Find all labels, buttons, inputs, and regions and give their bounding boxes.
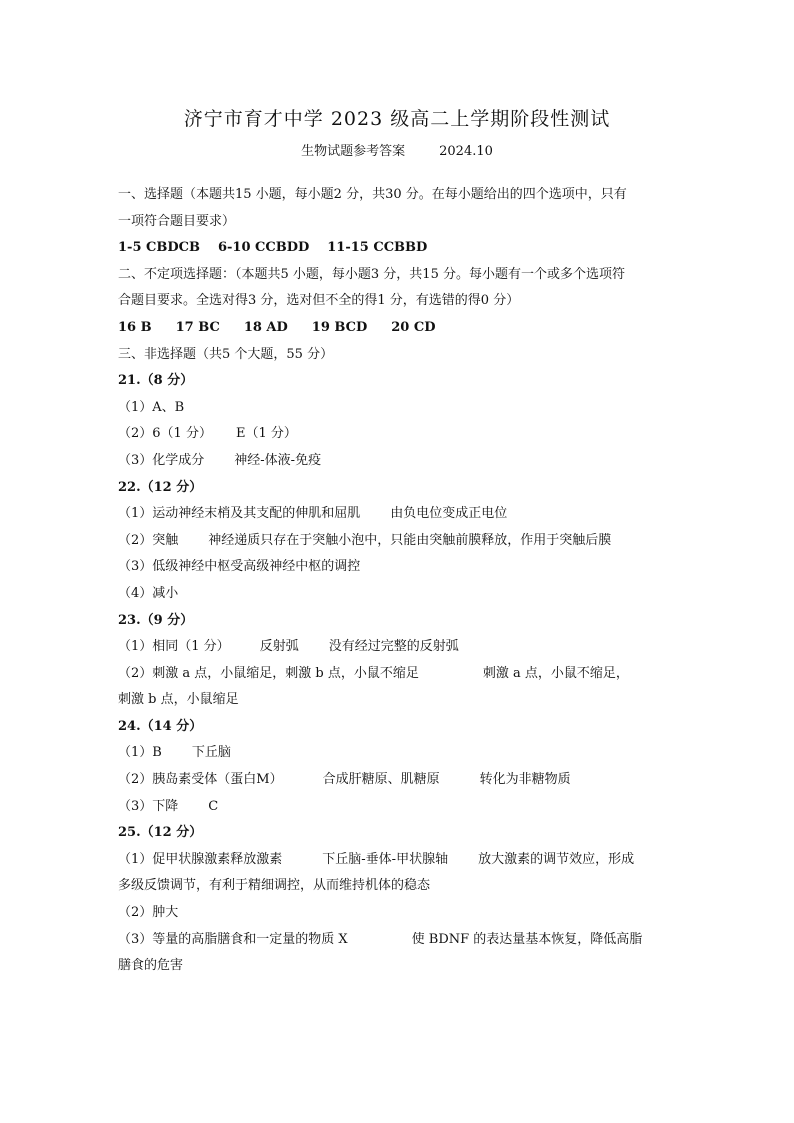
q23-answer-2-cont: 刺激 b 点，小鼠缩足 (118, 692, 239, 708)
section2-heading-line1: 二、不定项选择题：（本题共5 小题，每小题3 分，共15 分。每小题有一个或多个选项符 (118, 266, 625, 282)
q22-answer-1b: 由负电位变成正电位 (390, 506, 508, 522)
q25-answer-1b: 下丘脑-垂体-甲状腺轴 (322, 851, 449, 867)
answer-group: 11-15 CCBBD (327, 240, 428, 256)
question-24-title: 24.（14 分） (118, 718, 203, 734)
q25-answer-3-cont: 膳食的危害 (118, 958, 184, 974)
q25-answer-1 (118, 847, 688, 874)
answer-item: 20 CD (391, 319, 436, 335)
q25-answer-3 (118, 927, 688, 954)
q24-answer-3a: （3）下降 (118, 798, 179, 814)
answer-item: 17 BC (175, 319, 220, 335)
page-title: 济宁市育才中学 2023 级高二上学期阶段性测试 (183, 108, 611, 130)
q22-answer-3: （3）低级神经中枢受高级神经中枢的调控 (118, 559, 361, 575)
section2-answers (118, 315, 688, 342)
answer-body (118, 182, 688, 980)
question-21-title: 21.（8 分） (118, 373, 194, 389)
q24-answer-3b: C (208, 798, 219, 814)
answer-item: 18 AD (243, 319, 288, 335)
q21-answer-2a: （2）6（1 分） (118, 426, 212, 442)
q24-answer-1a: （1）B (118, 745, 162, 761)
section2-heading-line2: 合题目要求。全选对得3 分，选对但不全的得1 分，有选错的得0 分） (118, 293, 520, 309)
q23-answer-1 (118, 634, 688, 661)
question-23-title: 23.（9 分） (118, 612, 194, 628)
q24-answer-2b: 合成肝糖原、肌糖原 (322, 772, 440, 788)
q21-answer-3a: （3）化学成分 (118, 452, 205, 468)
q23-answer-2 (118, 661, 688, 688)
q21-answer-3b: 神经-体液-免疫 (234, 452, 322, 468)
subtitle-date: 2024.10 (439, 144, 493, 159)
q21-answer-1: （1）A、B (118, 399, 185, 415)
question-22-title: 22.（12 分） (118, 479, 203, 495)
q25-answer-2: （2）肿大 (118, 905, 179, 921)
page-subtitle (0, 140, 794, 159)
q21-answer-2 (118, 421, 688, 448)
q22-answer-2a: （2）突触 (118, 532, 179, 548)
section1-heading-line2: 一项符合题目要求） (118, 213, 236, 229)
q23-answer-2b: 刺激 a 点，小鼠不缩足， (482, 665, 629, 681)
q21-answer-3 (118, 448, 688, 475)
q22-answer-1 (118, 501, 688, 528)
q24-answer-1b: 下丘脑 (191, 745, 231, 761)
q24-answer-2c: 转化为非糖物质 (479, 772, 571, 788)
q25-answer-3b: 使 BDNF 的表达量基本恢复，降低高脂 (411, 931, 643, 947)
q25-answer-1c: 放大激素的调节效应，形成 (478, 851, 635, 867)
section3-heading: 三、非选择题（共5 个大题，55 分） (118, 346, 334, 362)
subtitle-text: 生物试题参考答案 (301, 144, 406, 159)
q25-answer-3a: （3）等量的高脂膳食和一定量的物质 X (118, 931, 348, 947)
q24-answer-3 (118, 794, 688, 821)
q25-answer-1-cont: 多级反馈调节，有利于精细调控，从而维持机体的稳态 (118, 878, 431, 894)
section1-answers (118, 235, 688, 262)
answer-group: 1-5 CBDCB (118, 240, 200, 256)
q21-answer-2b: E（1 分） (235, 426, 297, 442)
q22-answer-1a: （1）运动神经末梢及其支配的伸肌和屈肌 (118, 506, 361, 522)
question-25-title: 25.（12 分） (118, 825, 203, 841)
answer-item: 19 BCD (311, 319, 368, 335)
q23-answer-1b: 反射弧 (259, 639, 299, 655)
q24-answer-2a: （2）胰岛素受体（蛋白M） (118, 772, 283, 788)
section1-heading-line1: 一、选择题（本题共15 小题，每小题2 分，共30 分。在每小题给出的四个选项中，只有 (118, 187, 627, 202)
answer-item: 16 B (118, 319, 152, 335)
q22-answer-4: （4）减小 (118, 585, 179, 601)
answer-group: 6-10 CCBDD (217, 240, 310, 256)
q24-answer-2 (118, 767, 688, 794)
q23-answer-2a: （2）刺激 a 点，小鼠缩足，刺激 b 点，小鼠不缩足 (118, 665, 419, 681)
q23-answer-1a: （1）相同（1 分） (118, 639, 230, 655)
q22-answer-2b: 神经递质只存在于突触小泡中，只能由突触前膜释放，作用于突触后膜 (208, 532, 612, 548)
q22-answer-2 (118, 528, 688, 555)
q24-answer-1 (118, 740, 688, 767)
q25-answer-1a: （1）促甲状腺激素释放激素 (118, 851, 283, 867)
q23-answer-1c: 没有经过完整的反射弧 (328, 639, 459, 655)
